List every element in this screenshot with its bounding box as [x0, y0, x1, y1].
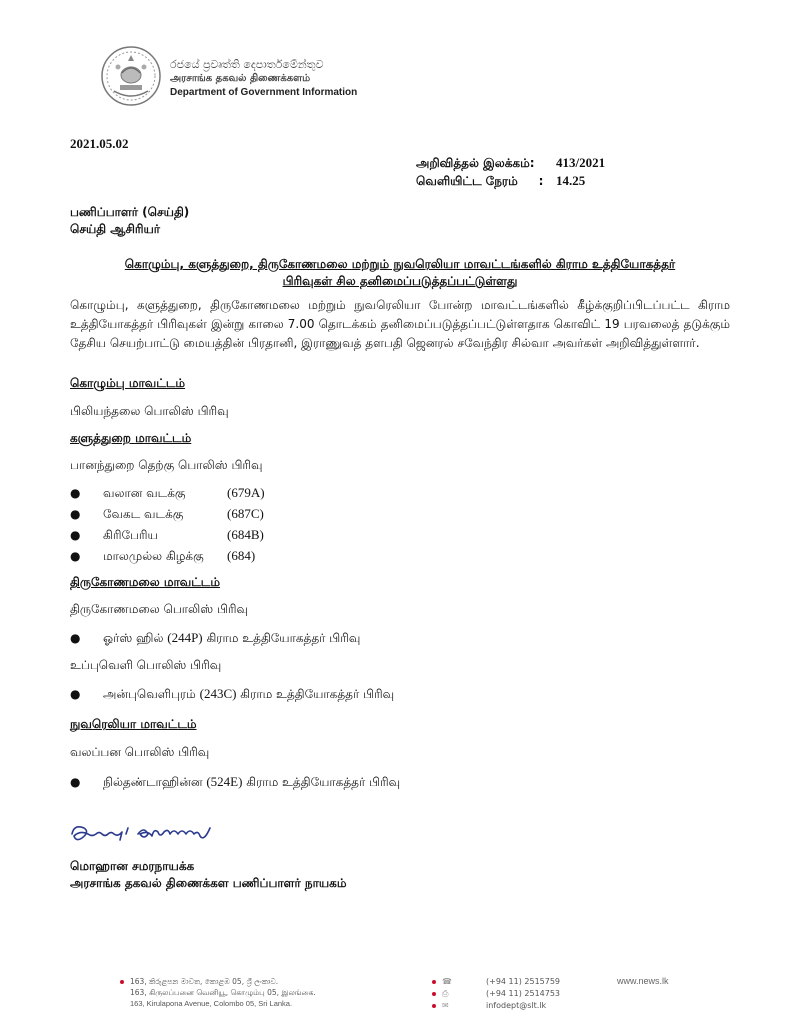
notice-info	[416, 154, 605, 190]
recipient-editor: செய்தி ஆசிரியர்	[70, 222, 161, 236]
bullet-icon: ●	[70, 775, 81, 789]
signer-title: அரசாங்க தகவல் திணைக்கள பணிப்பாளர் நாயகம்	[70, 876, 347, 890]
list-item: ● ஓர்ஸ் ஹில் (244P) கிராம உத்தியோகத்தர் பிரிவு	[70, 630, 361, 645]
bullet-icon: ●	[70, 687, 81, 701]
signer-block	[70, 858, 347, 892]
release-time-value: 14.25	[556, 173, 586, 188]
footer-website[interactable]: www.news.lk	[617, 976, 669, 986]
release-time-label: வெளியிட்ட நேரம் :	[416, 174, 544, 188]
bullet-icon: ●	[70, 549, 81, 563]
footer-phone: (+94 11) 2515759	[486, 977, 561, 986]
bullet-icon: ●	[70, 528, 81, 542]
police-division-piliyandala: பிலியந்தலை பொலிஸ் பிரிவு	[70, 404, 229, 418]
org-name-sinhala: රජයේ ප්‍රවෘත්ති දෙපාර්තමේන්තුව	[170, 58, 324, 71]
headline-line-1: கொழும்பு, களுத்துறை, திருகோணமலை மற்றும் நுவரெலியா மாவட்டங்களில் கிராம உத்தியோகத்தர்	[124, 257, 676, 271]
list-item: ● மாலமுல்ல கிழக்கு (684)	[70, 548, 256, 563]
notice-number-label: அறிவித்தல் இலக்கம்:	[416, 156, 535, 170]
notice-number-value: 413/2021	[556, 155, 606, 170]
list-item: ● கிரிபேரிய (684B)	[70, 527, 264, 542]
section-title-trincomalee: திருகோணமலை மாவட்டம்	[70, 575, 221, 589]
signature-image	[66, 816, 246, 854]
signer-name: மொஹான சமரநாயக்க	[70, 859, 195, 873]
recipients	[70, 204, 189, 238]
list-item: ● நில்தண்டாஹின்ன (524E) கிராம உத்தியோகத்தர் பிரிவு	[70, 774, 401, 789]
bullet-icon: ●	[70, 486, 81, 500]
bullet-icon: ●	[70, 507, 81, 521]
section-title-kalutara: களுத்துறை மாவட்டம்	[70, 431, 192, 445]
org-name-english: Department of Government Information	[170, 87, 358, 98]
sri-lanka-emblem-icon	[100, 45, 162, 107]
list-item: ● வலான வடக்கு (679A)	[70, 485, 265, 500]
fax-icon	[432, 992, 436, 996]
section-title-nuwara-eliya: நுவரெலியா மாவட்டம்	[70, 717, 197, 731]
footer-contact: ☎ (+94 11) 2515759 ⎙ (+94 11) 2514753 ✉ infodept@slt.lk	[432, 976, 560, 1012]
recipient-director: பணிப்பாளர் (செய்தி)	[70, 205, 190, 219]
headline	[70, 256, 730, 290]
phone-icon	[432, 980, 436, 984]
release-date: 2021.05.02	[70, 136, 129, 151]
footer-address: 163, කිරුළපන මාවත, කොළඹ 05, ශ්‍රී ලංකාව. 163, கிருலப்பனை வெனியூ, கொழும்பு 05, இலங்கை. 163, Kirulapona Avenue, Colombo 05, Sri Lanka.	[120, 976, 316, 1009]
police-division-panadura-south: பானந்துறை தெற்கு பொலிஸ் பிரிவு	[70, 458, 263, 472]
org-name-block	[170, 58, 357, 100]
list-item: ● அன்புவெளிபுரம் (243C) கிராம உத்தியோகத்தர் பிரிவு	[70, 686, 395, 701]
bullet-icon: ●	[70, 631, 81, 645]
footer-fax: (+94 11) 2514753	[486, 989, 561, 998]
org-name-tamil: அரசாங்க தகவல் திணைக்களம்	[170, 73, 311, 84]
police-division-trincomalee: திருகோணமலை பொலிஸ் பிரிவு	[70, 602, 249, 616]
kalutara-gn-list	[70, 485, 265, 569]
list-item: ● வேகட வடக்கு (687C)	[70, 506, 264, 521]
headline-line-2: பிரிவுகள் சில தனிமைப்படுத்தப்பட்டுள்ளது	[282, 274, 518, 288]
body-paragraph: கொழும்பு, களுத்துறை, திருகோணமலை மற்றும் நுவரெலியா போன்ற மாவட்டங்களில் கீழ்க்குறிப்பிடப்பட்ட கிராம உத்தியோகத்தர் பிரிவுகள் இன்று காலை 7.00 தொடக்கம் தனிமைப்படுத்தப்பட்டுள்ளதாக கொவிட் 19 பரவலைத் தடுக்கும் தேசிய செயற்பாட்டு மையத்தின் பிரதானி, இராணுவத் தளபதி ஜெனரல் சவேந்திர சில்வா அவர்கள் அறிவித்துள்ளார்.	[70, 298, 730, 350]
section-title-colombo: கொழும்பு மாவட்டம்	[70, 376, 186, 390]
police-division-uppuveli: உப்புவெளி பொலிஸ் பிரிவு	[70, 658, 222, 672]
footer-email[interactable]: infodept@slt.lk	[486, 1001, 547, 1010]
email-icon	[432, 1004, 436, 1008]
police-division-walapane: வலப்பன பொலிஸ் பிரிவு	[70, 745, 210, 759]
bullet-icon	[120, 980, 124, 984]
